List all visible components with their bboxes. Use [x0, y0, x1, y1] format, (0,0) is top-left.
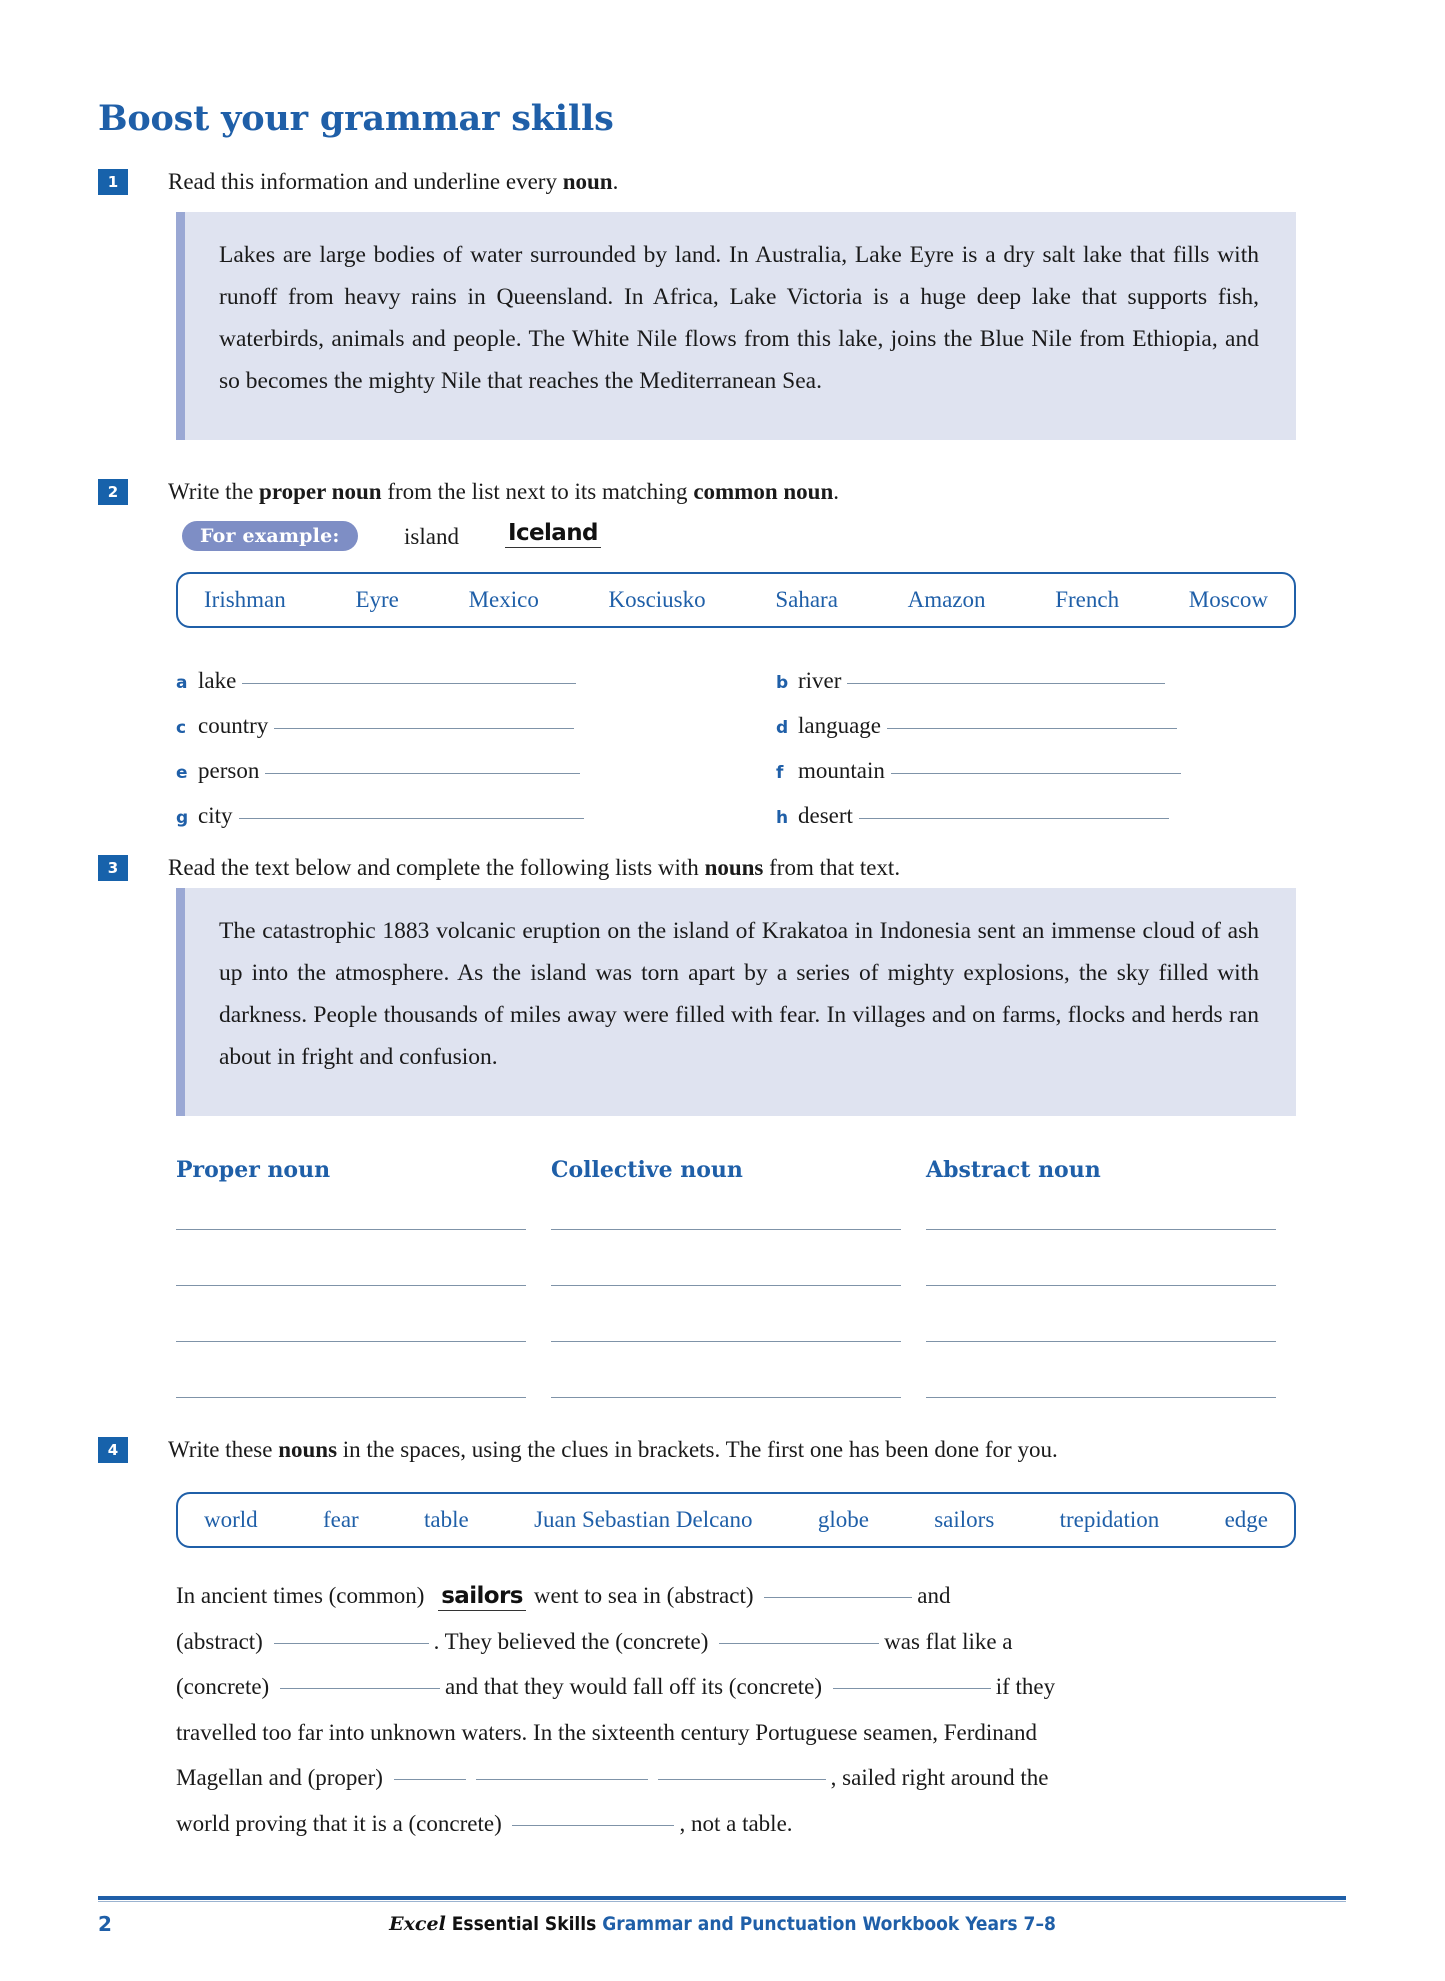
q4-answer-blank[interactable] — [658, 1778, 826, 1780]
column-heading-proper-noun: Proper noun — [176, 1157, 331, 1183]
example-answer-handwriting: Iceland — [505, 520, 601, 548]
q4-answer-blank[interactable] — [764, 1596, 912, 1598]
footer-book: Grammar and Punctuation Workbook Years 7–8 — [602, 1913, 1056, 1935]
answer-label-language: language — [798, 713, 882, 738]
q4-text-segment: was flat like a — [884, 1628, 1013, 1654]
q4-text-segment: if they — [995, 1674, 1056, 1699]
answer-blank-e[interactable] — [265, 772, 580, 774]
answer-row-c — [176, 713, 574, 739]
word-bank-4-word[interactable]: fear — [322, 1507, 359, 1532]
spacer — [1013, 1629, 1019, 1655]
word-bank-4-word[interactable]: edge — [1224, 1507, 1268, 1532]
word-bank-2-word[interactable]: Eyre — [355, 587, 399, 612]
q3-blank-abstract-3[interactable] — [926, 1341, 1276, 1342]
answer-label-mountain: mountain — [798, 758, 885, 783]
answer-letter-a: a — [176, 673, 188, 693]
column-heading-abstract-noun: Abstract noun — [926, 1157, 1101, 1183]
question-1-passage-text: Lakes are large bodies of water surrounded by land. In Australia, Lake Eyre is a dry salt lake that fills with runoff from heavy rains in Queensland. In Africa, Lake Victoria is a huge deep lake that supports fish, waterbirds, animals and people. The White Nile flows from this lake, joins the Blue Nile from Ethiopia, and so becomes the mighty Nile that reaches the Mediterranean Sea. — [219, 242, 1259, 394]
spacer — [502, 1811, 508, 1837]
q3-blank-proper-4[interactable] — [176, 1397, 526, 1398]
word-bank-4-word[interactable]: trepidation — [1059, 1507, 1160, 1532]
question-1-passage-box — [176, 212, 1296, 440]
word-bank-2-word[interactable]: Amazon — [907, 587, 986, 612]
answer-row-e — [176, 758, 580, 784]
q3-instruction-b1: nouns — [704, 855, 764, 880]
footer-series: Essential Skills — [445, 1913, 597, 1935]
word-bank-2-word[interactable]: Sahara — [775, 587, 838, 612]
q3-instruction-p2: from that text. — [763, 855, 901, 880]
answer-label-country: country — [198, 713, 269, 738]
q4-paragraph-line — [176, 1674, 1061, 1700]
q3-blank-collective-2[interactable] — [551, 1285, 901, 1286]
spacer — [951, 1583, 957, 1609]
q4-instruction-p2: in the spaces, using the clues in brackets. The first one has been done for you. — [337, 1437, 1058, 1462]
answer-blank-c[interactable] — [274, 727, 574, 729]
q4-answer-blank[interactable] — [476, 1778, 648, 1780]
q4-text-segment: went to sea in (abstract) — [533, 1583, 754, 1608]
answer-letter-f: f — [776, 763, 784, 783]
answer-blank-h[interactable] — [859, 817, 1169, 819]
q2-instruction-b1: proper noun — [259, 479, 382, 504]
spacer — [383, 1765, 389, 1791]
question-2-word-bank — [176, 572, 1296, 628]
q3-blank-collective-4[interactable] — [551, 1397, 901, 1398]
q3-blank-collective-1[interactable] — [551, 1229, 901, 1230]
answer-row-h — [776, 803, 1169, 829]
spacer — [269, 1674, 275, 1700]
spacer — [1048, 1765, 1054, 1791]
q3-blank-abstract-2[interactable] — [926, 1285, 1276, 1286]
answer-letter-h: h — [776, 808, 789, 828]
q3-blank-abstract-1[interactable] — [926, 1229, 1276, 1230]
question-4-instruction — [168, 1437, 1058, 1463]
word-bank-4-word[interactable]: globe — [817, 1507, 869, 1532]
answer-row-a — [176, 668, 576, 694]
spacer — [793, 1811, 799, 1837]
question-3-instruction — [168, 855, 900, 881]
answer-blank-d[interactable] — [887, 727, 1177, 729]
q4-text-segment: travelled too far into unknown waters. In the sixteenth century Portuguese seamen, Ferdinand — [176, 1719, 1037, 1745]
spacer — [424, 1583, 430, 1609]
answer-letter-g: g — [176, 808, 189, 828]
word-bank-4-word[interactable]: world — [204, 1507, 258, 1532]
answer-label-desert: desert — [798, 803, 853, 828]
question-1-instruction — [168, 169, 618, 195]
question-number-2: 2 — [98, 479, 128, 505]
q4-text-segment: , sailed right around the — [830, 1765, 1049, 1790]
question-3-passage-text: The catastrophic 1883 volcanic eruption on the island of Krakatoa in Indonesia sent an immense cloud of ash up into the atmosphere. As the island was torn apart by a series of mighty explosions, the sky filled with darkness. People thousands of miles away were filled with fear. In villages and on farms, flocks and herds ran about in fright and confusion. — [219, 918, 1259, 1070]
q4-text-segment: and that they would fall off its (concrete) — [444, 1674, 822, 1699]
answer-blank-g[interactable] — [239, 817, 584, 819]
q1-instruction-post: . — [612, 169, 619, 194]
q4-answer-blank[interactable] — [274, 1642, 429, 1644]
example-common-noun: island — [404, 524, 459, 549]
column-heading-collective-noun: Collective noun — [551, 1157, 743, 1183]
answer-row-g — [176, 803, 584, 829]
spacer — [822, 1674, 828, 1700]
example-proper-noun — [505, 520, 601, 546]
q1-instruction-pre: Read this information and underline every — [168, 169, 563, 194]
word-bank-4-word[interactable]: Juan Sebastian Delcano — [534, 1507, 753, 1532]
footer-rule-thin — [98, 1901, 1346, 1902]
q4-paragraph-line — [176, 1720, 1043, 1746]
q4-answer-blank[interactable] — [833, 1687, 991, 1689]
q1-instruction-bold: noun — [562, 169, 613, 194]
q3-blank-proper-3[interactable] — [176, 1341, 526, 1342]
question-4-word-bank — [176, 1492, 1296, 1548]
q3-blank-collective-3[interactable] — [551, 1341, 901, 1342]
q2-instruction-p1: Write the — [168, 479, 260, 504]
q4-text-segment: world proving that it is a (concrete) — [176, 1810, 502, 1836]
answer-blank-a[interactable] — [242, 682, 576, 684]
q4-answer-blank[interactable] — [719, 1642, 879, 1644]
answer-blank-f[interactable] — [891, 772, 1181, 774]
q3-instruction-p1: Read the text below and complete the following lists with — [168, 855, 705, 880]
word-bank-2-word[interactable]: Moscow — [1188, 587, 1268, 612]
answer-row-b — [776, 668, 1165, 694]
page-title: Boost your grammar skills — [98, 98, 614, 139]
answer-blank-b[interactable] — [847, 682, 1165, 684]
question-2-instruction — [168, 479, 839, 505]
q4-paragraph-line — [176, 1583, 956, 1611]
answer-letter-d: d — [776, 718, 789, 738]
word-bank-4-word[interactable]: table — [424, 1507, 469, 1532]
question-number-1: 1 — [98, 169, 128, 195]
spacer — [1037, 1720, 1043, 1746]
page-number: 2 — [98, 1912, 112, 1936]
word-bank-4-word[interactable]: sailors — [934, 1507, 995, 1532]
q4-text-segment: (abstract) — [176, 1628, 263, 1654]
q4-paragraph-line — [176, 1765, 1054, 1791]
q4-filled-answer[interactable]: sailors — [438, 1583, 526, 1611]
q4-text-segment: (concrete) — [176, 1674, 270, 1699]
q4-answer-blank[interactable] — [394, 1778, 466, 1780]
footer-brand: Excel — [389, 1913, 446, 1935]
q4-answer-blank[interactable] — [512, 1824, 674, 1826]
answer-label-city: city — [198, 803, 233, 828]
spacer — [708, 1629, 714, 1655]
answer-letter-b: b — [776, 673, 789, 693]
q4-text-segment: Magellan and (proper) — [176, 1765, 383, 1790]
footer-text — [0, 1913, 1445, 1935]
question-number-3: 3 — [98, 855, 128, 881]
q2-instruction-p3: . — [833, 479, 840, 504]
q4-instruction-b1: nouns — [278, 1437, 338, 1462]
question-3-passage-box — [176, 888, 1296, 1116]
answer-row-d — [776, 713, 1177, 739]
q4-instruction-p1: Write these — [168, 1437, 279, 1462]
for-example-label: For example: — [182, 521, 358, 551]
word-bank-2-word[interactable]: Mexico — [468, 587, 539, 612]
word-bank-2-word[interactable]: Kosciusko — [608, 587, 706, 612]
q4-text-segment: , not a table. — [679, 1810, 793, 1836]
q4-answer-blank[interactable] — [280, 1687, 440, 1689]
footer-rule — [98, 1896, 1346, 1900]
q4-text-segment: In ancient times (common) — [176, 1583, 425, 1608]
q4-paragraph-line — [176, 1629, 1018, 1655]
question-number-4: 4 — [98, 1437, 128, 1463]
word-bank-2-word[interactable]: Irishman — [204, 587, 286, 612]
word-bank-2-word[interactable]: French — [1055, 587, 1120, 612]
answer-letter-c: c — [176, 718, 187, 738]
q2-instruction-p2: from the list next to its matching — [381, 479, 694, 504]
q2-instruction-b2: common noun — [693, 479, 834, 504]
answer-row-f — [776, 758, 1181, 784]
q3-blank-proper-1[interactable] — [176, 1229, 526, 1230]
q4-text-segment: and — [917, 1583, 951, 1608]
spacer — [263, 1629, 269, 1655]
answer-label-river: river — [798, 668, 842, 693]
spacer — [754, 1583, 760, 1609]
q3-blank-abstract-4[interactable] — [926, 1397, 1276, 1398]
q4-paragraph-line — [176, 1811, 798, 1837]
answer-letter-e: e — [176, 763, 188, 783]
spacer — [1055, 1674, 1061, 1700]
answer-label-lake: lake — [198, 668, 237, 693]
answer-label-person: person — [198, 758, 260, 783]
q3-blank-proper-2[interactable] — [176, 1285, 526, 1286]
q4-text-segment: . They believed the (concrete) — [433, 1628, 709, 1654]
